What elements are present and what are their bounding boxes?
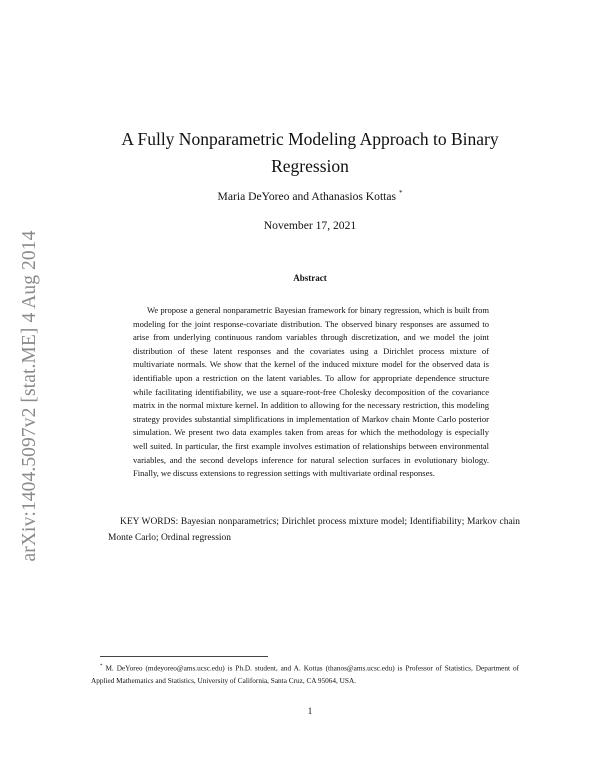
footnote <box>91 661 519 687</box>
page-number: 1 <box>307 706 313 716</box>
abstract-heading: Abstract <box>293 273 327 283</box>
author-footnote-marker: * <box>398 189 403 197</box>
footnote-text: M. DeYoreo (mdeyoreo@ams.ucsc.edu) is Ph.D. student, and A. Kottas (thanos@ams.ucsc.edu) is Professor of Statistics, Department of Applied Mathematics and Statistics, University of California, Santa Cruz, CA 95064, USA. <box>91 664 519 685</box>
paper-title: A Fully Nonparametric Modeling Approach to Binary Regression <box>121 129 499 176</box>
author-names: Maria DeYoreo and Athanasios Kottas <box>217 189 397 203</box>
abstract-text: We propose a general nonparametric Bayesian framework for binary regression, which is built from modeling for the joint response-covariate distribution. The observed binary responses are assumed to arise from underlying continuous random variables through discretization, and we model the joint distribution of these latent responses and the covariates using a Dirichlet process mixture of multivariate normals. We show that the kernel of the induced mixture model for the observed data is identifiable upon a restriction on the latent variables. To allow for appropriate dependence structure while facilitating identifiability, we use a square-root-free Cholesky decomposition of the covariance matrix in the normal mixture kernel. In addition to allowing for the necessary restriction, this modeling strategy provides substantial simplifications in implementation of Markov chain Monte Carlo posterior simulation. We present two data examples taken from areas for which the methodology is especially well suited. In particular, the first example involves estimation of relationships between environmental variables, and the second develops inference for natural selection surfaces in evolutionary biology. Finally, we discuss extensions to regression settings with multivariate ordinal responses. <box>133 305 489 479</box>
paper-authors <box>100 189 520 203</box>
footnote-divider <box>100 656 268 657</box>
paper-date: November 17, 2021 <box>263 219 357 232</box>
arxiv-identifier-text: arXiv:1404.5097v2 [stat.ME] 4 Aug 2014 <box>19 230 40 562</box>
footnote-marker: * <box>100 664 103 669</box>
keywords: KEY WORDS: Bayesian nonparametrics; Dirichlet process mixture model; Identifiability; Markov chain Monte Carlo; Ordinal regression <box>108 517 520 543</box>
